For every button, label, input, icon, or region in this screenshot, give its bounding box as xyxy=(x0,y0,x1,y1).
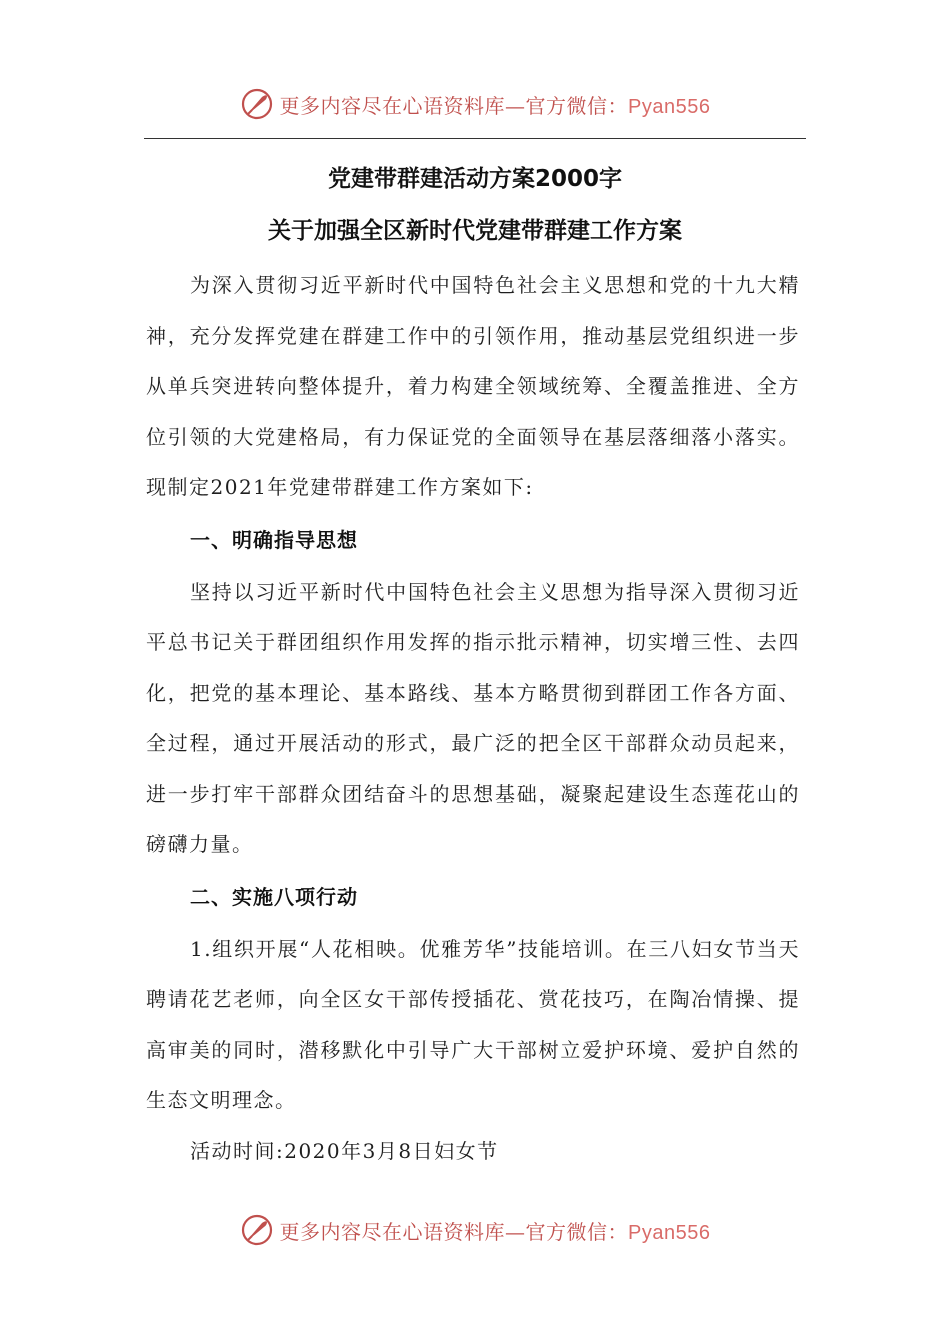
watermark-brand: 更多内容尽在心语资料库 xyxy=(279,93,506,118)
watermark-id: Pyan556 xyxy=(628,1221,711,1244)
item1-paragraph: 1.组织开展“人花相映。优雅芳华”技能培训。在三八妇女节当天聘请花艺老师，向全区女干部传授插花、赏花技巧，在陶冶情操、提高审美的同时，潜移默化中引导广大干部树立爱护环境、爱护自然的生态文明理念。 xyxy=(146,936,800,1112)
section-heading-1: 一、明确指导思想 xyxy=(190,527,358,552)
watermark-label: 官方微信： xyxy=(525,93,629,118)
quill-logo-icon xyxy=(240,1213,274,1247)
watermark-footer xyxy=(0,1208,950,1252)
watermark-dash: — xyxy=(505,93,526,118)
document-subtitle: 关于加强全区新时代党建带群建工作方案 xyxy=(268,218,682,244)
watermark-text xyxy=(280,1216,711,1245)
section1-paragraph: 坚持以习近平新时代中国特色社会主义思想为指导深入贯彻习近平总书记关于群团组织作用发挥的指示批示精神，切实增三性、去四化，把党的基本理论、基本路线、基本方略贯彻到群团工作各方面、全过程，通过开展活动的形式，最广泛的把全区干部群众动员起来，进一步打牢干部群众团结奋斗的思想基础，凝聚起建设生态莲花山的磅礴力量。 xyxy=(146,579,800,856)
section-heading-2: 二、实施八项行动 xyxy=(190,884,358,909)
watermark-brand: 更多内容尽在心语资料库 xyxy=(279,1219,506,1244)
watermark-dash: — xyxy=(505,1219,526,1244)
item1-time: 活动时间:2020年3月8日妇女节 xyxy=(190,1138,499,1163)
watermark-text xyxy=(280,90,711,119)
watermark-header xyxy=(0,82,950,126)
intro-paragraph: 为深入贯彻习近平新时代中国特色社会主义思想和党的十九大精神，充分发挥党建在群建工作中的引领作用，推动基层党组织进一步从单兵突进转向整体提升，着力构建全领域统筹、全覆盖推进、全方位引领的大党建格局，有力保证党的全面领导在基层落细落小落实。现制定2021年党建带群建工作方案如下: xyxy=(146,273,800,499)
quill-logo-icon xyxy=(240,87,274,121)
watermark-id: Pyan556 xyxy=(628,95,711,118)
header-divider xyxy=(144,138,806,139)
watermark-label: 官方微信： xyxy=(525,1219,629,1244)
document-body xyxy=(146,260,800,1176)
document-title: 党建带群建活动方案2000字 xyxy=(327,166,622,192)
